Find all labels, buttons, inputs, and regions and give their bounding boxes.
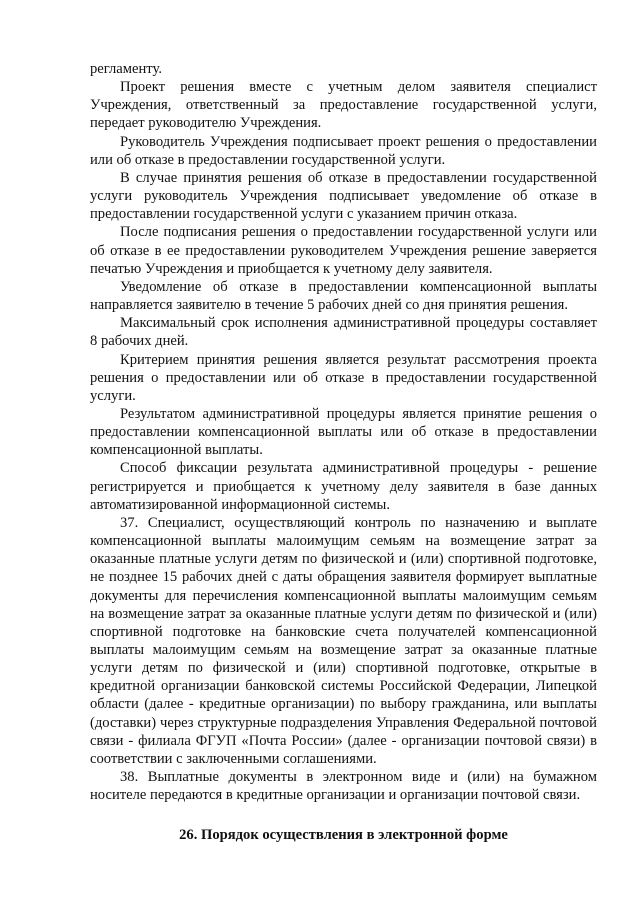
paragraph-fixation: Способ фиксации результата административной процедуры - решение регистрируется и приобщается к учетному делу заявителя в базе данных автоматизированной информационной системы. <box>90 460 597 513</box>
paragraph-head-signs: Руководитель Учреждения подписывает проект решения о предоставлении или об отказе в предоставлении государственной услуги. <box>90 133 597 168</box>
paragraph-37: 37. Специалист, осуществляющий контроль по назначению и выплате компенсационной выплаты малоимущим семьям на возмещение затрат за оказанные платные услуги детям по физической и (или) спортивной подготовке, не позднее 15 рабочих дней с даты обращения заявителя формирует выплатные документы для перечисления компенсационной выплаты малоимущим семьям на возмещение затрат за оказанные платные услуги детям по физической и (или) спортивной подготовке на банковские счета получателей компенсационной выплаты малоимущим семьям на возмещение затрат за оказанные платные услуги детям по физической и (или) спортивной подготовке, открытые в кредитной организации банковской системы Российской Федерации, Липецкой области (далее - кредитные организации) по выбору гражданина, или выплаты (доставки) через структурные подразделения Управления Федеральной почтовой связи - филиала ФГУП «Почта России» (далее - организации почтовой связи) в соответствии с заключенными соглашениями. <box>90 514 597 767</box>
paragraph-refusal-notice: В случае принятия решения об отказе в предоставлении государственной услуги руководитель Учреждения подписывает уведомление об отказе в предоставлении государственной услуги с указанием причин отказа. <box>90 169 597 223</box>
paragraph-continuation: регламенту. <box>90 61 162 77</box>
paragraph-result: Результатом административной процедуры является принятие решения о предоставлении компенсационной выплаты или об отказе в предоставлении компенсационной выплаты. <box>90 405 597 459</box>
document-page <box>90 60 597 845</box>
paragraph-max-term: Максимальный срок исполнения административной процедуры составляет 8 рабочих дней. <box>90 315 597 350</box>
paragraph-seal: После подписания решения о предоставлении государственной услуги или об отказе в ее предоставлении руководителем Учреждения решение заверяется печатью Учреждения и приобщается к учетному делу заявителя. <box>90 224 597 277</box>
paragraph-project-transfer: Проект решения вместе с учетным делом заявителя специалист Учреждения, ответственный за предоставление государственной услуги, передает руководителю Учреждения. <box>90 79 597 132</box>
paragraph-refusal-sending: Уведомление об отказе в предоставлении компенсационной выплаты направляется заявителю в течение 5 рабочих дней со дня принятия решения. <box>90 278 597 314</box>
paragraph-criterion: Критерием принятия решения является результат рассмотрения проекта решения о предоставлении или об отказе в предоставлении государственной услуги. <box>90 351 597 404</box>
paragraph-38: 38. Выплатные документы в электронном виде и (или) на бумажном носителе передаются в кредитные организации и организации почтовой связи. <box>90 769 597 804</box>
section-heading: 26. Порядок осуществления в электронной форме <box>179 827 508 844</box>
